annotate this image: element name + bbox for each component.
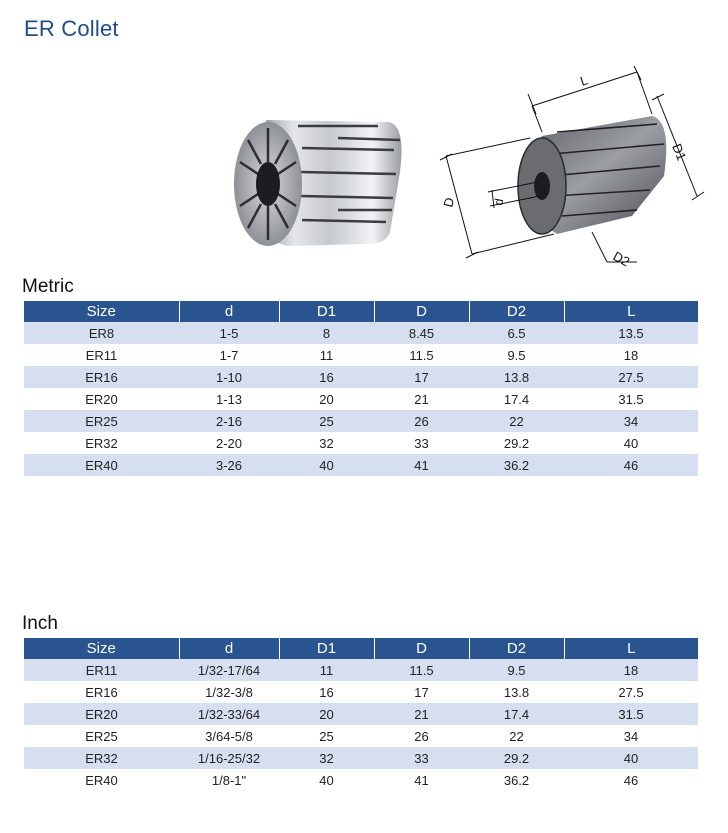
column-header: D2 [469, 638, 564, 659]
table-cell: ER20 [24, 388, 179, 410]
table-cell: 33 [374, 432, 469, 454]
table-cell: 3-26 [179, 454, 279, 476]
table-cell: 27.5 [564, 681, 698, 703]
label-D2: D2 [610, 248, 633, 270]
column-header: D1 [279, 301, 374, 322]
table-row [24, 432, 698, 454]
table-cell: 9.5 [469, 659, 564, 681]
table-cell: 2-16 [179, 410, 279, 432]
table-cell: 17.4 [469, 703, 564, 725]
table-cell: 21 [374, 388, 469, 410]
table-cell: 31.5 [564, 388, 698, 410]
collet-photo [228, 112, 406, 252]
table-cell: ER32 [24, 747, 179, 769]
table-cell: 16 [279, 681, 374, 703]
table-cell: ER11 [24, 659, 179, 681]
table-cell: 6.5 [469, 322, 564, 344]
table-cell: 1/32-3/8 [179, 681, 279, 703]
dimension-diagram [432, 66, 712, 276]
table-row [24, 659, 698, 681]
table-cell: 3/64-5/8 [179, 725, 279, 747]
table-cell: 46 [564, 769, 698, 791]
table-cell: ER16 [24, 681, 179, 703]
table-cell: ER20 [24, 703, 179, 725]
table-cell: 1-13 [179, 388, 279, 410]
column-header: D2 [469, 301, 564, 322]
table-cell: 25 [279, 410, 374, 432]
table-cell: ER25 [24, 725, 179, 747]
table-cell: 40 [564, 432, 698, 454]
label-L: L [578, 72, 590, 89]
column-header: L [564, 638, 698, 659]
table-cell: ER11 [24, 344, 179, 366]
table-cell: 34 [564, 410, 698, 432]
table-cell: 2-20 [179, 432, 279, 454]
table-cell: ER40 [24, 769, 179, 791]
table-cell: 1-10 [179, 366, 279, 388]
table-cell: 32 [279, 432, 374, 454]
table-cell: 8.45 [374, 322, 469, 344]
table-cell: 13.5 [564, 322, 698, 344]
table-cell: 21 [374, 703, 469, 725]
table-cell: 22 [469, 410, 564, 432]
table-cell: 29.2 [469, 747, 564, 769]
table-cell: 1/8-1" [179, 769, 279, 791]
table-cell: 40 [279, 454, 374, 476]
column-header: Size [24, 301, 179, 322]
table-cell: 27.5 [564, 366, 698, 388]
table-cell: 31.5 [564, 703, 698, 725]
table-cell: 32 [279, 747, 374, 769]
table-cell: 36.2 [469, 769, 564, 791]
table-cell: 11 [279, 659, 374, 681]
table-cell: ER16 [24, 366, 179, 388]
metric-table [24, 301, 698, 476]
table-cell: 16 [279, 366, 374, 388]
table-cell: 22 [469, 725, 564, 747]
table-cell: 8 [279, 322, 374, 344]
table-cell: 40 [564, 747, 698, 769]
metric-label: Metric [22, 276, 74, 297]
column-header: D1 [279, 638, 374, 659]
inch-label: Inch [22, 613, 58, 634]
table-row [24, 454, 698, 476]
table-cell: 1/32-17/64 [179, 659, 279, 681]
table-row [24, 725, 698, 747]
table-row [24, 344, 698, 366]
table-row [24, 322, 698, 344]
table-cell: 36.2 [469, 454, 564, 476]
table-cell: 1-7 [179, 344, 279, 366]
table-cell: 46 [564, 454, 698, 476]
table-cell: ER32 [24, 432, 179, 454]
inch-table [24, 638, 698, 791]
table-header-row [24, 638, 698, 659]
table-cell: 11.5 [374, 659, 469, 681]
table-cell: 20 [279, 388, 374, 410]
table-cell: 25 [279, 725, 374, 747]
table-cell: 13.8 [469, 681, 564, 703]
column-header: Size [24, 638, 179, 659]
table-cell: ER8 [24, 322, 179, 344]
column-header: d [179, 638, 279, 659]
table-row [24, 747, 698, 769]
table-cell: 18 [564, 659, 698, 681]
table-cell: 29.2 [469, 432, 564, 454]
table-cell: 40 [279, 769, 374, 791]
table-cell: ER40 [24, 454, 179, 476]
table-cell: 1-5 [179, 322, 279, 344]
table-cell: 13.8 [469, 366, 564, 388]
table-row [24, 681, 698, 703]
page-title: ER Collet [24, 16, 119, 41]
label-D1: D1 [669, 141, 690, 163]
table-cell: 1/32-33/64 [179, 703, 279, 725]
table-cell: 11.5 [374, 344, 469, 366]
table-cell: 1/16-25/32 [179, 747, 279, 769]
table-cell: 17 [374, 366, 469, 388]
column-header: D [374, 638, 469, 659]
table-cell: 20 [279, 703, 374, 725]
table-cell: 17.4 [469, 388, 564, 410]
table-cell: 17 [374, 681, 469, 703]
label-d: d [491, 197, 507, 207]
column-header: D [374, 301, 469, 322]
column-header: d [179, 301, 279, 322]
table-cell: 41 [374, 769, 469, 791]
column-header: L [564, 301, 698, 322]
table-cell: ER25 [24, 410, 179, 432]
table-header-row [24, 301, 698, 322]
table-cell: 11 [279, 344, 374, 366]
table-cell: 33 [374, 747, 469, 769]
table-row [24, 410, 698, 432]
table-cell: 41 [374, 454, 469, 476]
table-cell: 26 [374, 410, 469, 432]
label-D: D [440, 195, 458, 209]
table-row [24, 703, 698, 725]
table-cell: 34 [564, 725, 698, 747]
table-row [24, 769, 698, 791]
table-row [24, 366, 698, 388]
table-cell: 26 [374, 725, 469, 747]
table-row [24, 388, 698, 410]
table-cell: 18 [564, 344, 698, 366]
table-cell: 9.5 [469, 344, 564, 366]
